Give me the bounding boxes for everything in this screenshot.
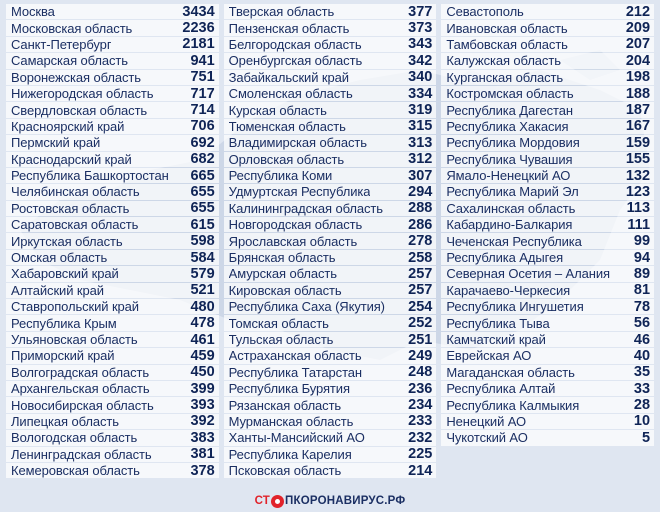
case-count: 615 bbox=[190, 216, 215, 233]
table-row bbox=[441, 119, 654, 134]
virus-icon bbox=[271, 495, 284, 508]
table-row bbox=[224, 299, 437, 314]
region-name: Ямало-Ненецкий АО bbox=[446, 168, 571, 184]
region-name: Свердловская область bbox=[11, 102, 148, 118]
region-name: Чукотский АО bbox=[446, 430, 528, 446]
region-name: Рязанская область bbox=[228, 397, 342, 413]
case-count: 10 bbox=[633, 413, 651, 430]
case-count: 319 bbox=[408, 102, 433, 119]
region-name: Псковская область bbox=[228, 463, 342, 479]
table-row bbox=[441, 53, 654, 68]
table-row bbox=[441, 152, 654, 167]
logo-text-part2: ПКОРОНАВИРУС.РФ bbox=[285, 495, 406, 507]
case-count: 187 bbox=[625, 102, 651, 119]
table-row bbox=[6, 299, 219, 314]
case-count: 132 bbox=[625, 167, 651, 184]
case-count: 381 bbox=[190, 446, 215, 463]
case-count: 46 bbox=[633, 331, 651, 348]
table-row bbox=[224, 283, 437, 298]
table-row bbox=[224, 119, 437, 134]
table-row bbox=[441, 381, 654, 396]
case-count: 251 bbox=[408, 331, 433, 348]
region-name: Ярославская область bbox=[228, 233, 358, 249]
case-count: 286 bbox=[408, 216, 433, 233]
table-row bbox=[224, 217, 437, 232]
case-count: 2236 bbox=[182, 20, 215, 37]
region-name: Республика Чувашия bbox=[446, 151, 573, 167]
case-count: 340 bbox=[408, 69, 433, 86]
region-name: Новгородская область bbox=[228, 217, 363, 233]
case-count: 232 bbox=[408, 429, 433, 446]
case-count: 257 bbox=[408, 265, 433, 282]
region-name: Приморский край bbox=[11, 348, 115, 364]
case-count: 188 bbox=[625, 85, 651, 102]
case-count: 294 bbox=[408, 184, 433, 200]
case-count: 2181 bbox=[182, 36, 215, 53]
table-row bbox=[6, 168, 219, 183]
case-count: 450 bbox=[190, 364, 215, 381]
case-count: 214 bbox=[408, 462, 433, 479]
case-count: 307 bbox=[408, 167, 433, 184]
table-row bbox=[224, 365, 437, 380]
region-name: Смоленская область bbox=[228, 86, 353, 102]
case-count: 383 bbox=[190, 429, 215, 446]
case-count: 584 bbox=[190, 249, 215, 266]
table-row bbox=[224, 168, 437, 183]
case-count: 373 bbox=[408, 20, 433, 37]
case-count: 288 bbox=[408, 200, 433, 217]
case-count: 941 bbox=[190, 52, 215, 69]
region-name: Хабаровский край bbox=[11, 266, 119, 282]
case-count: 655 bbox=[190, 184, 215, 200]
table-row bbox=[6, 20, 219, 35]
table-row bbox=[441, 70, 654, 85]
region-name: Кемеровская область bbox=[11, 463, 140, 479]
region-name: Нижегородская область bbox=[11, 86, 154, 102]
table-row bbox=[441, 184, 654, 199]
table-row bbox=[6, 348, 219, 363]
table-row bbox=[224, 102, 437, 117]
table-row bbox=[224, 414, 437, 429]
case-count: 3434 bbox=[182, 3, 215, 20]
table-row bbox=[441, 365, 654, 380]
region-name: Мурманская область bbox=[228, 413, 354, 429]
table-row bbox=[441, 315, 654, 330]
region-name: Иркутская область bbox=[11, 233, 123, 249]
region-name: Калужская область bbox=[446, 53, 561, 69]
region-name: Архангельская область bbox=[11, 381, 150, 397]
region-name: Сахалинская область bbox=[446, 200, 576, 216]
region-name: Чеченская Республика bbox=[446, 233, 582, 249]
region-name: Самарская область bbox=[11, 53, 128, 69]
region-name: Тамбовская область bbox=[446, 36, 568, 52]
table-row bbox=[441, 20, 654, 35]
table-row bbox=[6, 119, 219, 134]
table-row bbox=[6, 201, 219, 216]
case-count: 89 bbox=[633, 265, 651, 282]
table-row bbox=[6, 414, 219, 429]
table-row bbox=[224, 20, 437, 35]
region-name: Ленинградская область bbox=[11, 446, 152, 462]
case-count: 278 bbox=[408, 233, 433, 250]
table-row bbox=[441, 299, 654, 314]
case-count: 461 bbox=[190, 331, 215, 348]
footer bbox=[0, 492, 660, 510]
table-row bbox=[441, 135, 654, 150]
region-name: Калининградская область bbox=[228, 200, 383, 216]
table-row bbox=[441, 397, 654, 412]
table-row bbox=[6, 266, 219, 281]
table-row bbox=[6, 283, 219, 298]
region-name: Республика Карелия bbox=[228, 446, 352, 462]
table-row bbox=[224, 397, 437, 412]
table-row bbox=[224, 348, 437, 363]
case-count: 521 bbox=[190, 282, 215, 299]
case-count: 714 bbox=[190, 102, 215, 119]
region-name: Москва bbox=[11, 4, 55, 20]
region-name: Новосибирская область bbox=[11, 397, 154, 413]
region-name: Республика Алтай bbox=[446, 381, 556, 397]
table-row bbox=[441, 332, 654, 347]
case-count: 40 bbox=[633, 347, 651, 364]
table-row bbox=[6, 53, 219, 68]
case-count: 5 bbox=[641, 429, 651, 446]
region-name: Тверская область bbox=[228, 4, 335, 20]
case-count: 198 bbox=[625, 69, 651, 86]
table-row bbox=[224, 135, 437, 150]
case-count: 343 bbox=[408, 36, 433, 53]
table-row bbox=[224, 4, 437, 19]
case-count: 225 bbox=[408, 446, 433, 463]
table-row bbox=[441, 430, 654, 445]
table-row bbox=[224, 381, 437, 396]
table-row bbox=[6, 315, 219, 330]
region-name: Ненецкий АО bbox=[446, 413, 527, 429]
case-count: 33 bbox=[633, 380, 651, 397]
region-name: Томская область bbox=[228, 315, 329, 331]
case-count: 378 bbox=[190, 462, 215, 479]
case-count: 209 bbox=[625, 20, 651, 37]
region-name: Вологодская область bbox=[11, 430, 138, 446]
table-row bbox=[224, 266, 437, 281]
table-row bbox=[224, 86, 437, 101]
case-count: 598 bbox=[190, 233, 215, 250]
region-name: Липецкая область bbox=[11, 413, 119, 429]
case-count: 167 bbox=[625, 118, 651, 135]
table-row bbox=[6, 135, 219, 150]
case-count: 706 bbox=[190, 118, 215, 135]
region-name: Севастополь bbox=[446, 4, 524, 20]
region-name: Республика Калмыкия bbox=[446, 397, 580, 413]
case-count: 254 bbox=[408, 298, 433, 315]
table-row bbox=[6, 233, 219, 248]
region-name: Республика Тыва bbox=[446, 315, 550, 331]
case-count: 159 bbox=[625, 134, 651, 151]
column-1 bbox=[6, 4, 219, 479]
table-row bbox=[6, 37, 219, 52]
case-count: 665 bbox=[190, 167, 215, 184]
table-row bbox=[6, 102, 219, 117]
case-count: 35 bbox=[633, 364, 651, 381]
table-row bbox=[441, 168, 654, 183]
region-name: Ульяновская область bbox=[11, 332, 138, 347]
table-row bbox=[6, 184, 219, 199]
table-row bbox=[441, 250, 654, 265]
region-name: Магаданская область bbox=[446, 364, 575, 380]
case-count: 315 bbox=[408, 118, 433, 135]
table-row bbox=[6, 4, 219, 19]
table-row bbox=[224, 250, 437, 265]
case-count: 334 bbox=[408, 85, 433, 102]
region-name: Пензенская область bbox=[228, 20, 350, 36]
case-count: 111 bbox=[627, 216, 651, 233]
table-row bbox=[441, 4, 654, 19]
case-count: 399 bbox=[190, 380, 215, 397]
table-row bbox=[6, 152, 219, 167]
region-name: Ростовская область bbox=[11, 200, 130, 216]
table-row bbox=[441, 348, 654, 363]
region-name: Алтайский край bbox=[11, 282, 104, 298]
region-name: Брянская область bbox=[228, 250, 336, 266]
case-count: 478 bbox=[190, 315, 215, 332]
case-count: 56 bbox=[633, 315, 651, 332]
case-count: 233 bbox=[408, 413, 433, 430]
region-name: Ставропольский край bbox=[11, 299, 139, 315]
case-count: 248 bbox=[408, 364, 433, 381]
case-count: 393 bbox=[190, 397, 215, 414]
table-row bbox=[224, 315, 437, 330]
table-row bbox=[6, 397, 219, 412]
region-name: Омская область bbox=[11, 250, 108, 266]
region-name: Владимирская область bbox=[228, 135, 367, 151]
region-name: Челябинская область bbox=[11, 184, 140, 200]
region-name: Карачаево-Черкесия bbox=[446, 282, 571, 298]
table-row bbox=[441, 233, 654, 248]
table-row bbox=[6, 447, 219, 462]
region-name: Республика Крым bbox=[11, 315, 117, 331]
region-name: Оренбургская область bbox=[228, 53, 363, 69]
case-count: 377 bbox=[408, 3, 433, 20]
region-name: Республика Коми bbox=[228, 168, 333, 184]
region-name: Ханты-Мансийский АО bbox=[228, 430, 365, 446]
case-count: 155 bbox=[625, 151, 651, 168]
region-name: Тюменская область bbox=[228, 118, 346, 134]
table-row bbox=[6, 86, 219, 101]
case-count: 579 bbox=[190, 265, 215, 282]
case-count: 655 bbox=[190, 200, 215, 217]
region-name: Белгородская область bbox=[228, 36, 362, 52]
table-row bbox=[224, 463, 437, 478]
table-row bbox=[224, 152, 437, 167]
region-name: Орловская область bbox=[228, 151, 345, 167]
table-row bbox=[6, 217, 219, 232]
table-row bbox=[6, 250, 219, 265]
case-count: 692 bbox=[190, 134, 215, 151]
case-count: 207 bbox=[625, 36, 651, 53]
case-count: 258 bbox=[408, 249, 433, 266]
region-name: Курганская область bbox=[446, 69, 564, 85]
column-3 bbox=[441, 4, 654, 479]
case-count: 312 bbox=[408, 151, 433, 168]
region-name: Удмуртская Республика bbox=[228, 184, 371, 200]
case-count: 252 bbox=[408, 315, 433, 332]
case-count: 234 bbox=[408, 397, 433, 414]
case-count: 212 bbox=[625, 3, 651, 20]
logo-text-part1: СТ bbox=[254, 495, 271, 507]
case-count: 751 bbox=[190, 69, 215, 86]
table-row bbox=[224, 53, 437, 68]
region-name: Астраханская область bbox=[228, 348, 362, 364]
table-row bbox=[6, 381, 219, 396]
table-row bbox=[441, 201, 654, 216]
case-count: 249 bbox=[408, 347, 433, 364]
case-count: 392 bbox=[190, 413, 215, 430]
region-name: Ивановская область bbox=[446, 20, 568, 36]
region-name: Костромская область bbox=[446, 86, 574, 102]
case-count: 81 bbox=[633, 282, 651, 299]
case-count: 236 bbox=[408, 380, 433, 397]
table-row bbox=[441, 102, 654, 117]
table-row bbox=[224, 430, 437, 445]
region-name: Республика Татарстан bbox=[228, 364, 362, 380]
region-name: Республика Бурятия bbox=[228, 381, 350, 397]
case-count: 113 bbox=[626, 200, 651, 217]
table-row bbox=[441, 86, 654, 101]
table-row bbox=[224, 184, 437, 199]
table-row bbox=[441, 414, 654, 429]
region-name: Кировская область bbox=[228, 282, 342, 298]
region-name: Красноярский край bbox=[11, 118, 125, 134]
case-count: 28 bbox=[633, 397, 651, 414]
table-row bbox=[224, 233, 437, 248]
region-name: Тульская область bbox=[228, 332, 334, 347]
case-count: 313 bbox=[408, 134, 433, 151]
region-name: Республика Саха (Якутия) bbox=[228, 299, 385, 315]
table-row bbox=[6, 332, 219, 347]
case-count: 682 bbox=[190, 151, 215, 168]
region-name: Саратовская область bbox=[11, 217, 139, 233]
region-name: Республика Башкортостан bbox=[11, 168, 169, 184]
region-name: Краснодарский край bbox=[11, 151, 132, 167]
region-name: Еврейская АО bbox=[446, 348, 532, 364]
region-name: Пермский край bbox=[11, 135, 101, 151]
table-row bbox=[224, 37, 437, 52]
case-count: 99 bbox=[633, 233, 651, 250]
region-name: Республика Ингушетия bbox=[446, 299, 584, 315]
case-count: 459 bbox=[190, 347, 215, 364]
case-count: 257 bbox=[408, 282, 433, 299]
region-name: Санкт-Петербург bbox=[11, 36, 112, 52]
region-name: Амурская область bbox=[228, 266, 337, 282]
table-row bbox=[441, 266, 654, 281]
case-count: 717 bbox=[190, 85, 215, 102]
region-name: Кабардино-Балкария bbox=[446, 217, 573, 233]
table-row bbox=[441, 37, 654, 52]
case-count: 94 bbox=[633, 249, 651, 266]
case-count: 342 bbox=[408, 52, 433, 69]
region-name: Камчатский край bbox=[446, 332, 546, 347]
table-row bbox=[224, 201, 437, 216]
stopkoronavirus-logo bbox=[255, 495, 406, 508]
region-name: Московская область bbox=[11, 20, 133, 36]
table-row bbox=[441, 217, 654, 232]
case-count: 204 bbox=[625, 52, 651, 69]
table-row bbox=[441, 283, 654, 298]
table-row bbox=[224, 332, 437, 347]
region-name: Волгоградская область bbox=[11, 364, 150, 380]
case-count: 123 bbox=[625, 184, 651, 200]
table-row bbox=[6, 70, 219, 85]
table-row bbox=[6, 463, 219, 478]
region-name: Курская область bbox=[228, 102, 327, 118]
region-name: Забайкальский край bbox=[228, 69, 349, 85]
region-name: Республика Адыгея bbox=[446, 250, 564, 266]
table-row bbox=[6, 430, 219, 445]
case-count: 78 bbox=[633, 298, 651, 315]
region-name: Республика Мордовия bbox=[446, 135, 580, 151]
table-row bbox=[224, 70, 437, 85]
region-name: Республика Дагестан bbox=[446, 102, 573, 118]
case-count: 480 bbox=[190, 298, 215, 315]
region-name: Северная Осетия – Алания bbox=[446, 266, 610, 282]
regions-table bbox=[6, 4, 654, 479]
region-name: Воронежская область bbox=[11, 69, 141, 85]
region-name: Республика Хакасия bbox=[446, 118, 569, 134]
table-row bbox=[6, 365, 219, 380]
table-row bbox=[224, 447, 437, 462]
column-2 bbox=[224, 4, 437, 479]
region-name: Республика Марий Эл bbox=[446, 184, 579, 200]
